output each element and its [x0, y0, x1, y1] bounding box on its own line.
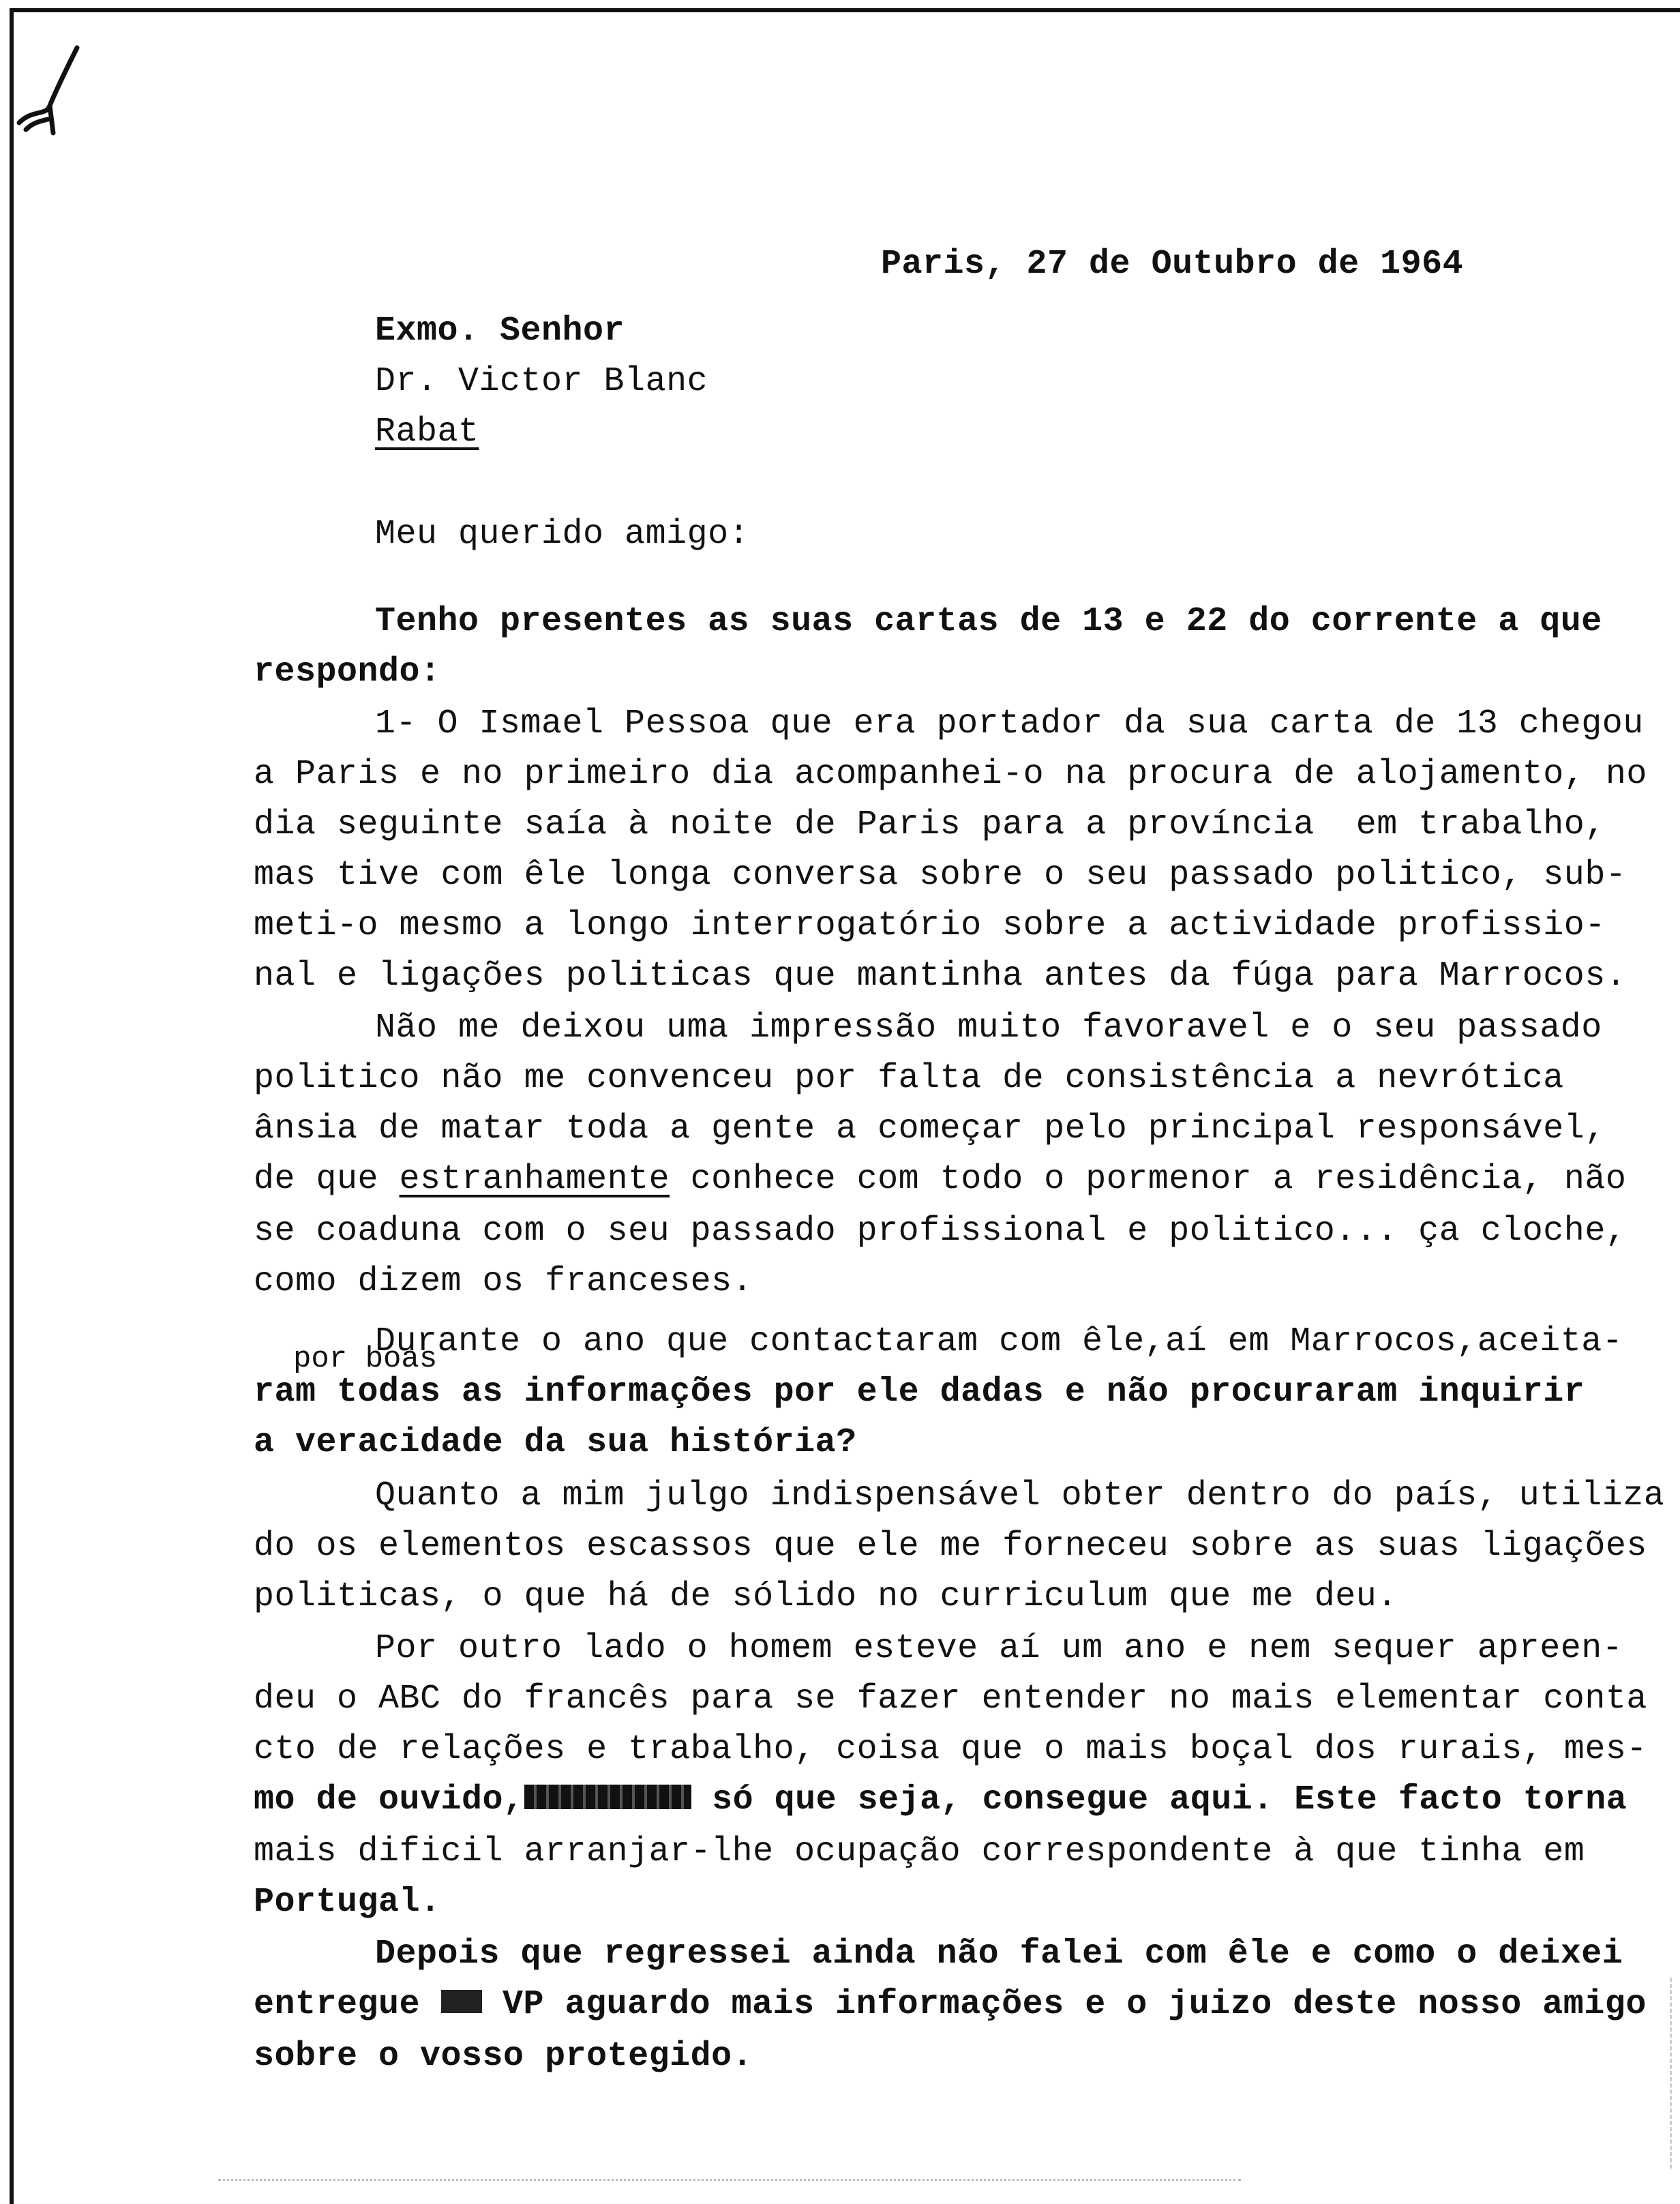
body-line-25: mais dificil arranjar-lhe ocupação correspondente à que tinha em: [254, 1832, 1585, 1871]
body-line-12b: conhece com todo o pormenor a residência, não: [670, 1160, 1627, 1199]
body-line-7: meti-o mesmo a longo interrogatório sobre a actividade profissio-: [254, 906, 1606, 945]
body-line-18: Quanto a mim julgo indispensável obter dentro do país, utiliza: [375, 1476, 1665, 1515]
body-line-16: ram todas as informações por ele dadas e não procuraram inquirir: [254, 1373, 1585, 1412]
body-line-11: ânsia de matar toda a gente a começar pelo principal responsável,: [254, 1110, 1606, 1148]
typed-strikeout-2: [441, 1990, 482, 2013]
body-line-17: a veracidade da sua história?: [254, 1423, 857, 1462]
interlinear-insertion: por boas: [293, 1342, 438, 1376]
body-line-14: como dizem os franceses.: [254, 1262, 753, 1301]
body-line-28: [254, 1984, 1647, 2025]
body-line-10: politico não me convenceu por falta de consistência a nevrótica: [254, 1059, 1564, 1098]
date-line: Paris, 27 de Outubro de 1964: [881, 245, 1464, 284]
emphasis-underlined: estranhamente: [399, 1160, 670, 1199]
body-line-3: 1- O Ismael Pessoa que era portador da sua carta de 13 chegou: [375, 704, 1644, 743]
salutation: Meu querido amigo:: [375, 515, 750, 554]
body-line-19: do os elementos escassos que ele me forneceu sobre as suas ligações: [254, 1527, 1647, 1566]
body-line-12a: de que: [254, 1160, 400, 1199]
body-line-1: Tenho presentes as suas cartas de 13 e 22 do corrente a que: [375, 602, 1602, 641]
body-line-27: Depois que regressei ainda não falei com êle e como o deixei: [375, 1935, 1623, 1974]
body-line-12: [254, 1159, 1626, 1200]
body-line-4: a Paris e no primeiro dia acompanhei-o na procura de alojamento, no: [254, 755, 1647, 794]
body-line-2: respondo:: [254, 653, 441, 691]
body-line-8: nal e ligações politicas que mantinha antes da fúga para Marrocos.: [254, 957, 1627, 996]
address-city: Rabat: [375, 413, 479, 451]
body-line-6: mas tive com êle longa conversa sobre o seu passado politico, sub-: [254, 856, 1627, 895]
edge-artifact: [1670, 1978, 1673, 2169]
body-line-26: Portugal.: [254, 1883, 441, 1922]
body-line-29: sobre o vosso protegido.: [254, 2037, 753, 2076]
body-line-24b: só que seja, consegue aqui. Este facto torna: [691, 1781, 1627, 1819]
body-line-24: [254, 1780, 1627, 1821]
body-line-13: se coaduna com o seu passado profissional e politico... ça cloche,: [254, 1212, 1627, 1251]
body-line-15: Durante o ano que contactaram com êle,aí em Marrocos,aceita-: [375, 1322, 1623, 1361]
body-line-20: politicas, o que há de sólido no curriculum que me deu.: [254, 1577, 1398, 1616]
body-line-24a: mo de ouvido,: [254, 1781, 524, 1819]
typed-strikeout: [524, 1785, 691, 1809]
body-line-21: Por outro lado o homem esteve aí um ano e nem sequer apreen-: [375, 1629, 1623, 1668]
bottom-artifact: [218, 2179, 1241, 2185]
body-line-28a: entregue: [254, 1985, 441, 2024]
body-line-5: dia seguinte saía à noite de Paris para a província em trabalho,: [254, 805, 1606, 844]
address-line-2: Dr. Victor Blanc: [375, 362, 708, 401]
body-line-9: Não me deixou uma impressão muito favoravel e o seu passado: [375, 1009, 1602, 1047]
body-line-28b: VP aguardo mais informações e o juizo deste nosso amigo: [481, 1985, 1647, 2024]
address-line-1: Exmo. Senhor: [375, 312, 625, 351]
body-line-23: cto de relações e trabalho, coisa que o mais boçal dos rurais, mes-: [254, 1730, 1647, 1769]
body-line-22: deu o ABC do francês para se fazer entender no mais elementar conta: [254, 1680, 1647, 1718]
